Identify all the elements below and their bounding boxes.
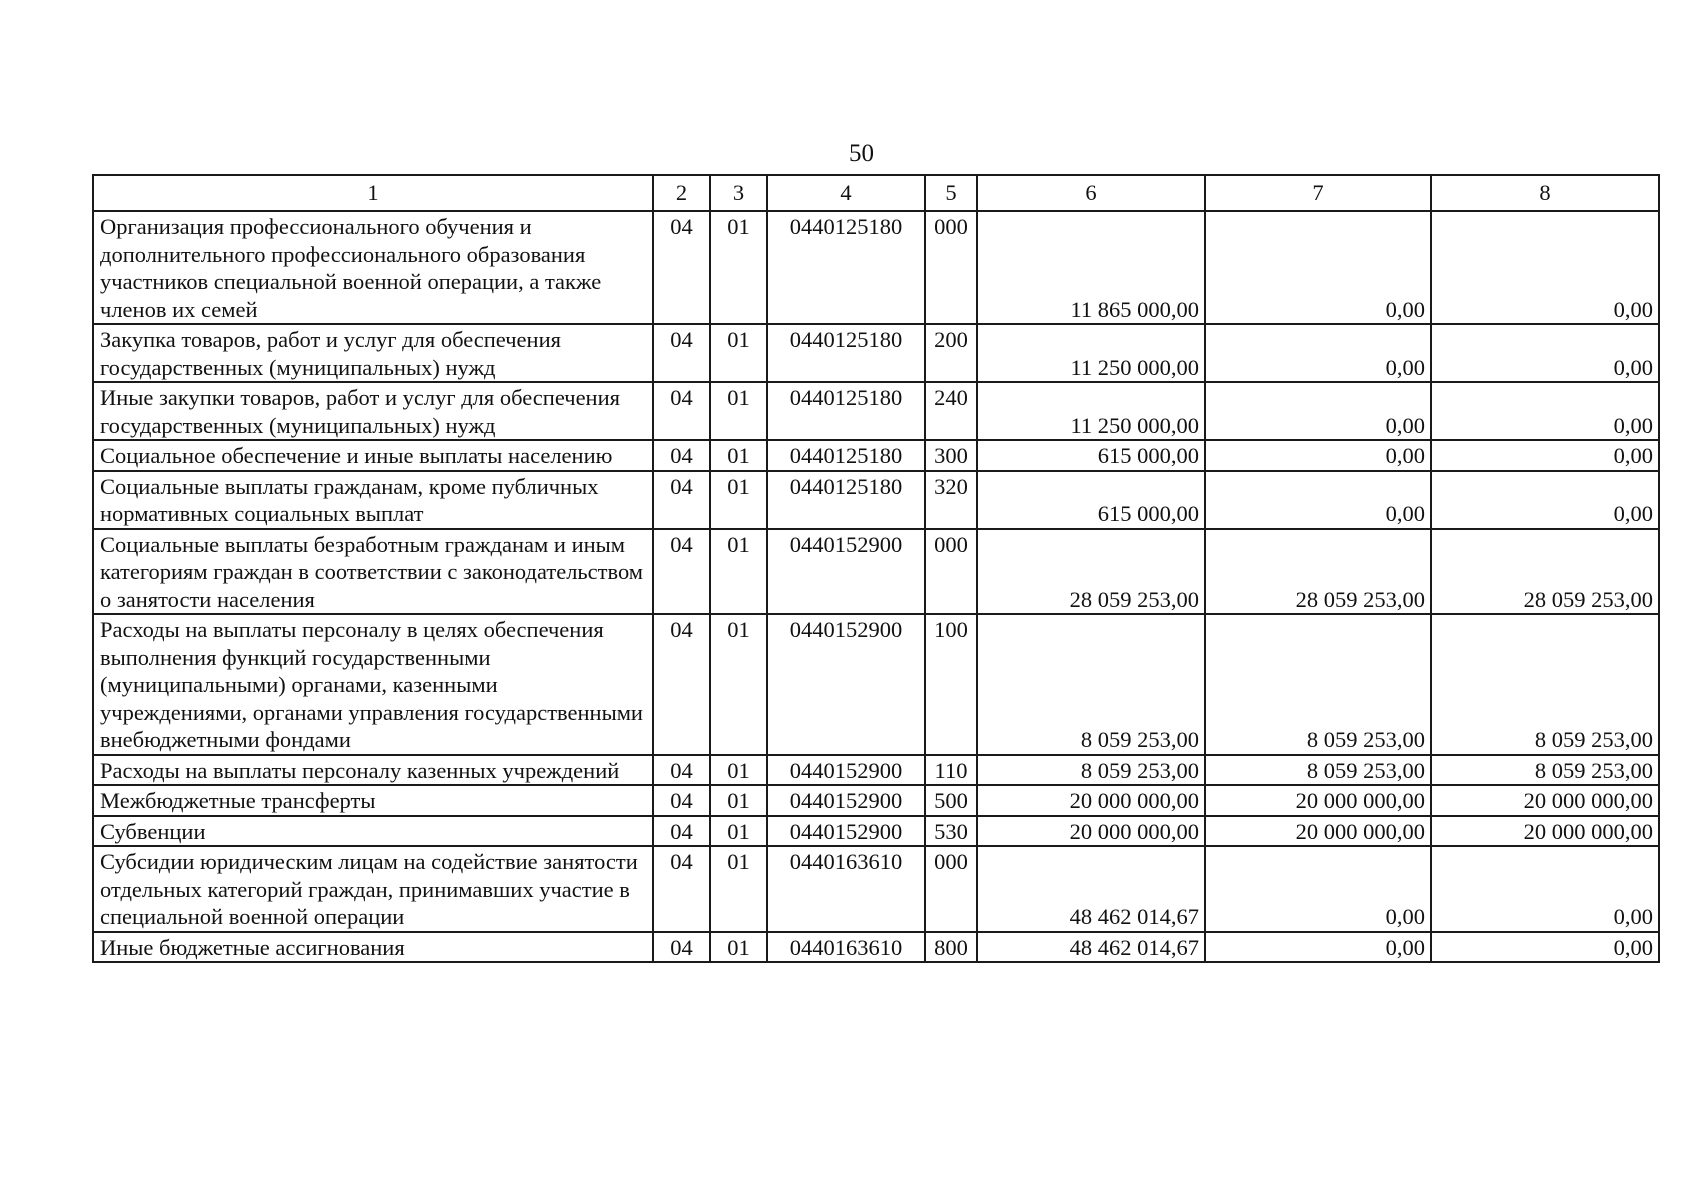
expense-type-code-cell: 110 bbox=[925, 755, 977, 786]
expense-name-cell: Социальные выплаты безработным гражданам и иным категориям граждан в соответствии с законодательством о занятости населения bbox=[93, 529, 653, 615]
amount-cell-col6: 48 462 014,67 bbox=[977, 846, 1205, 932]
subsection-code-cell: 01 bbox=[710, 324, 767, 382]
expense-type-code-cell: 000 bbox=[925, 529, 977, 615]
expense-type-code-cell: 530 bbox=[925, 816, 977, 847]
amount-cell-col6: 20 000 000,00 bbox=[977, 816, 1205, 847]
subsection-code-cell: 01 bbox=[710, 785, 767, 816]
expense-name-cell: Закупка товаров, работ и услуг для обеспечения государственных (муниципальных) нужд bbox=[93, 324, 653, 382]
table-row bbox=[93, 785, 1659, 816]
expense-type-code-cell: 000 bbox=[925, 211, 977, 324]
table-row bbox=[93, 755, 1659, 786]
table-row bbox=[93, 614, 1659, 755]
amount-cell-col8: 0,00 bbox=[1431, 211, 1659, 324]
table-row bbox=[93, 932, 1659, 963]
target-article-code-cell: 0440152900 bbox=[767, 785, 925, 816]
expense-type-code-cell: 100 bbox=[925, 614, 977, 755]
amount-cell-col8: 8 059 253,00 bbox=[1431, 755, 1659, 786]
amount-cell-col8: 0,00 bbox=[1431, 471, 1659, 529]
column-number-header-row bbox=[93, 175, 1659, 211]
table-row bbox=[93, 211, 1659, 324]
expense-type-code-cell: 300 bbox=[925, 440, 977, 471]
amount-cell-col6: 48 462 014,67 bbox=[977, 932, 1205, 963]
amount-cell-col7: 0,00 bbox=[1205, 846, 1431, 932]
target-article-code-cell: 0440125180 bbox=[767, 211, 925, 324]
expense-name-cell: Социальное обеспечение и иные выплаты населению bbox=[93, 440, 653, 471]
expense-type-code-cell: 500 bbox=[925, 785, 977, 816]
amount-cell-col7: 0,00 bbox=[1205, 324, 1431, 382]
amount-cell-col7: 8 059 253,00 bbox=[1205, 614, 1431, 755]
target-article-code-cell: 0440125180 bbox=[767, 471, 925, 529]
expense-name-cell: Субвенции bbox=[93, 816, 653, 847]
subsection-code-cell: 01 bbox=[710, 382, 767, 440]
amount-cell-col6: 28 059 253,00 bbox=[977, 529, 1205, 615]
column-header: 7 bbox=[1205, 175, 1431, 211]
amount-cell-col6: 8 059 253,00 bbox=[977, 614, 1205, 755]
amount-cell-col8: 0,00 bbox=[1431, 932, 1659, 963]
table-row bbox=[93, 471, 1659, 529]
section-code-cell: 04 bbox=[653, 614, 710, 755]
subsection-code-cell: 01 bbox=[710, 211, 767, 324]
expense-type-code-cell: 240 bbox=[925, 382, 977, 440]
amount-cell-col7: 20 000 000,00 bbox=[1205, 816, 1431, 847]
section-code-cell: 04 bbox=[653, 785, 710, 816]
expense-name-cell: Организация профессионального обучения и дополнительного профессионального образования участников специальной военной операции, а также членов их семей bbox=[93, 211, 653, 324]
target-article-code-cell: 0440163610 bbox=[767, 932, 925, 963]
amount-cell-col6: 615 000,00 bbox=[977, 440, 1205, 471]
amount-cell-col6: 11 250 000,00 bbox=[977, 382, 1205, 440]
table-row bbox=[93, 324, 1659, 382]
column-header: 8 bbox=[1431, 175, 1659, 211]
column-header: 1 bbox=[93, 175, 653, 211]
amount-cell-col7: 28 059 253,00 bbox=[1205, 529, 1431, 615]
column-header: 4 bbox=[767, 175, 925, 211]
target-article-code-cell: 0440163610 bbox=[767, 846, 925, 932]
expense-type-code-cell: 000 bbox=[925, 846, 977, 932]
subsection-code-cell: 01 bbox=[710, 529, 767, 615]
subsection-code-cell: 01 bbox=[710, 440, 767, 471]
table-row bbox=[93, 382, 1659, 440]
subsection-code-cell: 01 bbox=[710, 614, 767, 755]
target-article-code-cell: 0440152900 bbox=[767, 529, 925, 615]
column-header: 2 bbox=[653, 175, 710, 211]
expense-name-cell: Межбюджетные трансферты bbox=[93, 785, 653, 816]
expense-type-code-cell: 800 bbox=[925, 932, 977, 963]
amount-cell-col7: 0,00 bbox=[1205, 471, 1431, 529]
expense-type-code-cell: 320 bbox=[925, 471, 977, 529]
amount-cell-col8: 20 000 000,00 bbox=[1431, 816, 1659, 847]
amount-cell-col8: 0,00 bbox=[1431, 324, 1659, 382]
amount-cell-col7: 0,00 bbox=[1205, 211, 1431, 324]
column-header: 6 bbox=[977, 175, 1205, 211]
section-code-cell: 04 bbox=[653, 324, 710, 382]
amount-cell-col6: 615 000,00 bbox=[977, 471, 1205, 529]
subsection-code-cell: 01 bbox=[710, 755, 767, 786]
amount-cell-col6: 8 059 253,00 bbox=[977, 755, 1205, 786]
expense-name-cell: Иные бюджетные ассигнования bbox=[93, 932, 653, 963]
subsection-code-cell: 01 bbox=[710, 816, 767, 847]
expense-name-cell: Иные закупки товаров, работ и услуг для обеспечения государственных (муниципальных) нужд bbox=[93, 382, 653, 440]
column-header: 5 bbox=[925, 175, 977, 211]
section-code-cell: 04 bbox=[653, 846, 710, 932]
expense-name-cell: Расходы на выплаты персоналу казенных учреждений bbox=[93, 755, 653, 786]
section-code-cell: 04 bbox=[653, 932, 710, 963]
amount-cell-col7: 20 000 000,00 bbox=[1205, 785, 1431, 816]
amount-cell-col8: 8 059 253,00 bbox=[1431, 614, 1659, 755]
section-code-cell: 04 bbox=[653, 755, 710, 786]
subsection-code-cell: 01 bbox=[710, 932, 767, 963]
subsection-code-cell: 01 bbox=[710, 471, 767, 529]
amount-cell-col8: 20 000 000,00 bbox=[1431, 785, 1659, 816]
expense-type-code-cell: 200 bbox=[925, 324, 977, 382]
amount-cell-col6: 11 865 000,00 bbox=[977, 211, 1205, 324]
amount-cell-col8: 0,00 bbox=[1431, 382, 1659, 440]
amount-cell-col8: 0,00 bbox=[1431, 846, 1659, 932]
table-row bbox=[93, 846, 1659, 932]
section-code-cell: 04 bbox=[653, 440, 710, 471]
target-article-code-cell: 0440125180 bbox=[767, 324, 925, 382]
amount-cell-col6: 20 000 000,00 bbox=[977, 785, 1205, 816]
table-row bbox=[93, 440, 1659, 471]
section-code-cell: 04 bbox=[653, 211, 710, 324]
page-number: 50 bbox=[849, 140, 874, 167]
section-code-cell: 04 bbox=[653, 816, 710, 847]
target-article-code-cell: 0440152900 bbox=[767, 614, 925, 755]
column-header: 3 bbox=[710, 175, 767, 211]
expense-name-cell: Расходы на выплаты персоналу в целях обеспечения выполнения функций государственными (муниципальными) органами, казенными учреждениями, органами управления государственными внебюджетными фондами bbox=[93, 614, 653, 755]
target-article-code-cell: 0440125180 bbox=[767, 382, 925, 440]
expense-name-cell: Социальные выплаты гражданам, кроме публичных нормативных социальных выплат bbox=[93, 471, 653, 529]
amount-cell-col8: 28 059 253,00 bbox=[1431, 529, 1659, 615]
table-row bbox=[93, 816, 1659, 847]
section-code-cell: 04 bbox=[653, 529, 710, 615]
target-article-code-cell: 0440152900 bbox=[767, 755, 925, 786]
expense-name-cell: Субсидии юридическим лицам на содействие занятости отдельных категорий граждан, принимавших участие в специальной военной операции bbox=[93, 846, 653, 932]
amount-cell-col7: 0,00 bbox=[1205, 382, 1431, 440]
section-code-cell: 04 bbox=[653, 471, 710, 529]
amount-cell-col7: 8 059 253,00 bbox=[1205, 755, 1431, 786]
target-article-code-cell: 0440152900 bbox=[767, 816, 925, 847]
target-article-code-cell: 0440125180 bbox=[767, 440, 925, 471]
amount-cell-col7: 0,00 bbox=[1205, 932, 1431, 963]
amount-cell-col6: 11 250 000,00 bbox=[977, 324, 1205, 382]
section-code-cell: 04 bbox=[653, 382, 710, 440]
amount-cell-col8: 0,00 bbox=[1431, 440, 1659, 471]
table-row bbox=[93, 529, 1659, 615]
amount-cell-col7: 0,00 bbox=[1205, 440, 1431, 471]
budget-table bbox=[92, 174, 1660, 963]
subsection-code-cell: 01 bbox=[710, 846, 767, 932]
